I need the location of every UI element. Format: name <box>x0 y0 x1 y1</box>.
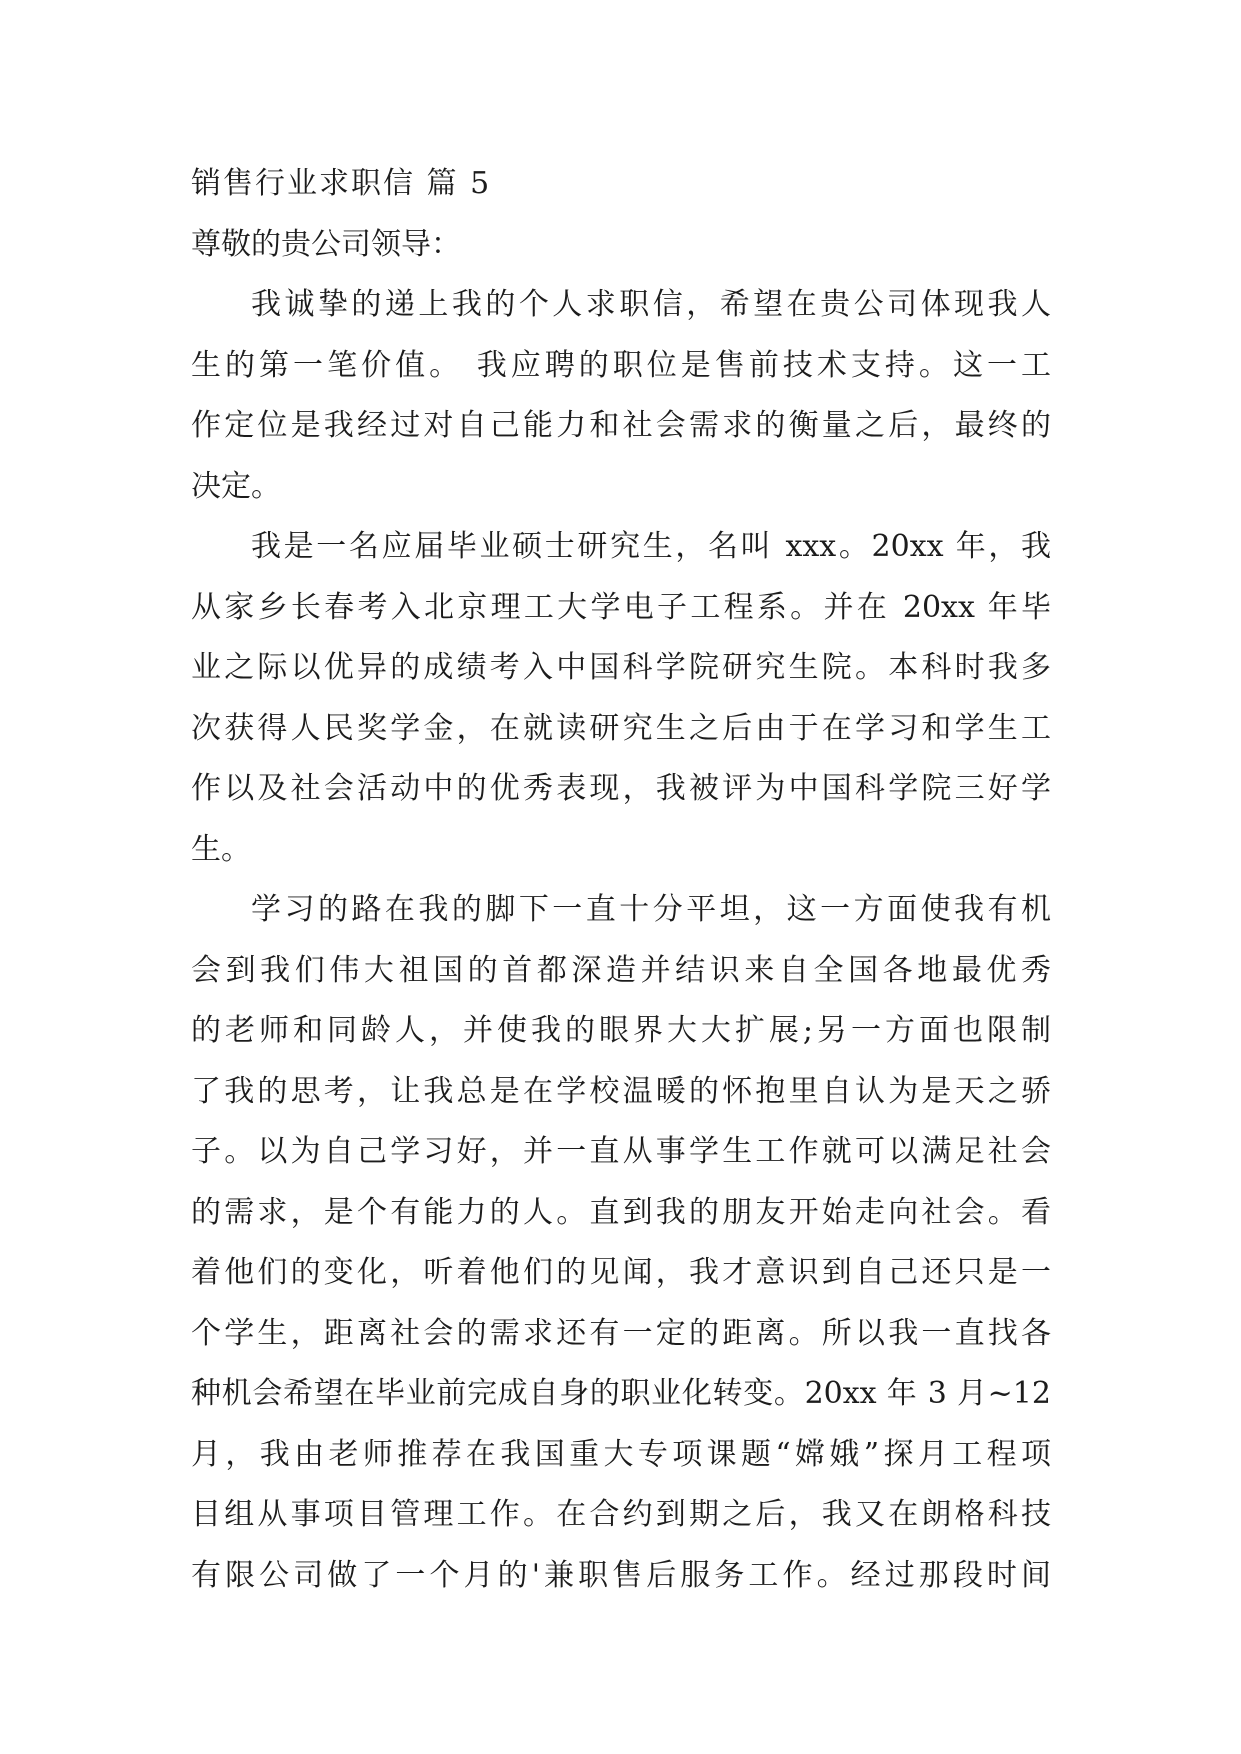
paragraph-line: 从家乡长春考入北京理工大学电子工程系。并在 20xx 年毕 <box>191 589 1051 625</box>
paragraph-line: 的老师和同龄人，并使我的眼界大大扩展;另一方面也限制 <box>191 1013 1051 1048</box>
paragraph-line: 我诚挚的递上我的个人求职信，希望在贵公司体现我人 <box>251 287 1051 322</box>
paragraph-line: 我是一名应届毕业硕士研究生，名叫 xxx。20xx 年，我 <box>251 529 1051 564</box>
paragraph-line: 业之际以优异的成绩考入中国科学院研究生院。本科时我多 <box>191 650 1051 685</box>
salutation: 尊敬的贵公司领导： <box>191 226 461 262</box>
paragraph-line: 作定位是我经过对自己能力和社会需求的衡量之后，最终的 <box>191 408 1051 443</box>
paragraph-line: 的需求，是个有能力的人。直到我的朋友开始走向社会。看 <box>191 1194 1051 1230</box>
paragraph-line: 子。以为自己学习好，并一直从事学生工作就可以满足社会 <box>191 1134 1051 1169</box>
paragraph-line: 个学生，距离社会的需求还有一定的距离。所以我一直找各 <box>191 1315 1051 1351</box>
paragraph-line: 月，我由老师推荐在我国重大专项课题“嫦娥”探月工程项 <box>191 1436 1051 1472</box>
paragraph-line: 学习的路在我的脚下一直十分平坦，这一方面使我有机 <box>251 892 1051 927</box>
paragraph-3 <box>191 880 1051 1606</box>
paragraph-line: 了我的思考，让我总是在学校温暖的怀抱里自认为是天之骄 <box>191 1073 1051 1109</box>
paragraph-line: 会到我们伟大祖国的首都深造并结识来自全国各地最优秀 <box>191 952 1051 988</box>
document-title: 销售行业求职信 篇 5 <box>191 166 492 201</box>
paragraph-line: 种机会希望在毕业前完成自身的职业化转变。20xx 年 3 月~12 <box>191 1376 1051 1411</box>
paragraph-1 <box>191 275 1051 517</box>
document-body <box>191 154 1051 1606</box>
paragraph-line: 次获得人民奖学金，在就读研究生之后由于在学习和学生工 <box>191 710 1051 746</box>
paragraph-line: 着他们的变化，听着他们的见闻，我才意识到自己还只是一 <box>191 1255 1051 1290</box>
paragraph-line: 生。 <box>191 831 251 867</box>
paragraph-line: 有限公司做了一个月的'兼职售后服务工作。经过那段时间 <box>191 1557 1051 1593</box>
paragraph-line: 作以及社会活动中的优秀表现，我被评为中国科学院三好学 <box>191 771 1051 806</box>
paragraph-line: 目组从事项目管理工作。在合约到期之后，我又在朗格科技 <box>191 1497 1051 1532</box>
paragraph-line: 决定。 <box>191 468 281 504</box>
paragraph-2 <box>191 517 1051 880</box>
paragraph-line: 生的第一笔价值。 我应聘的职位是售前技术支持。这一工 <box>191 347 1051 383</box>
